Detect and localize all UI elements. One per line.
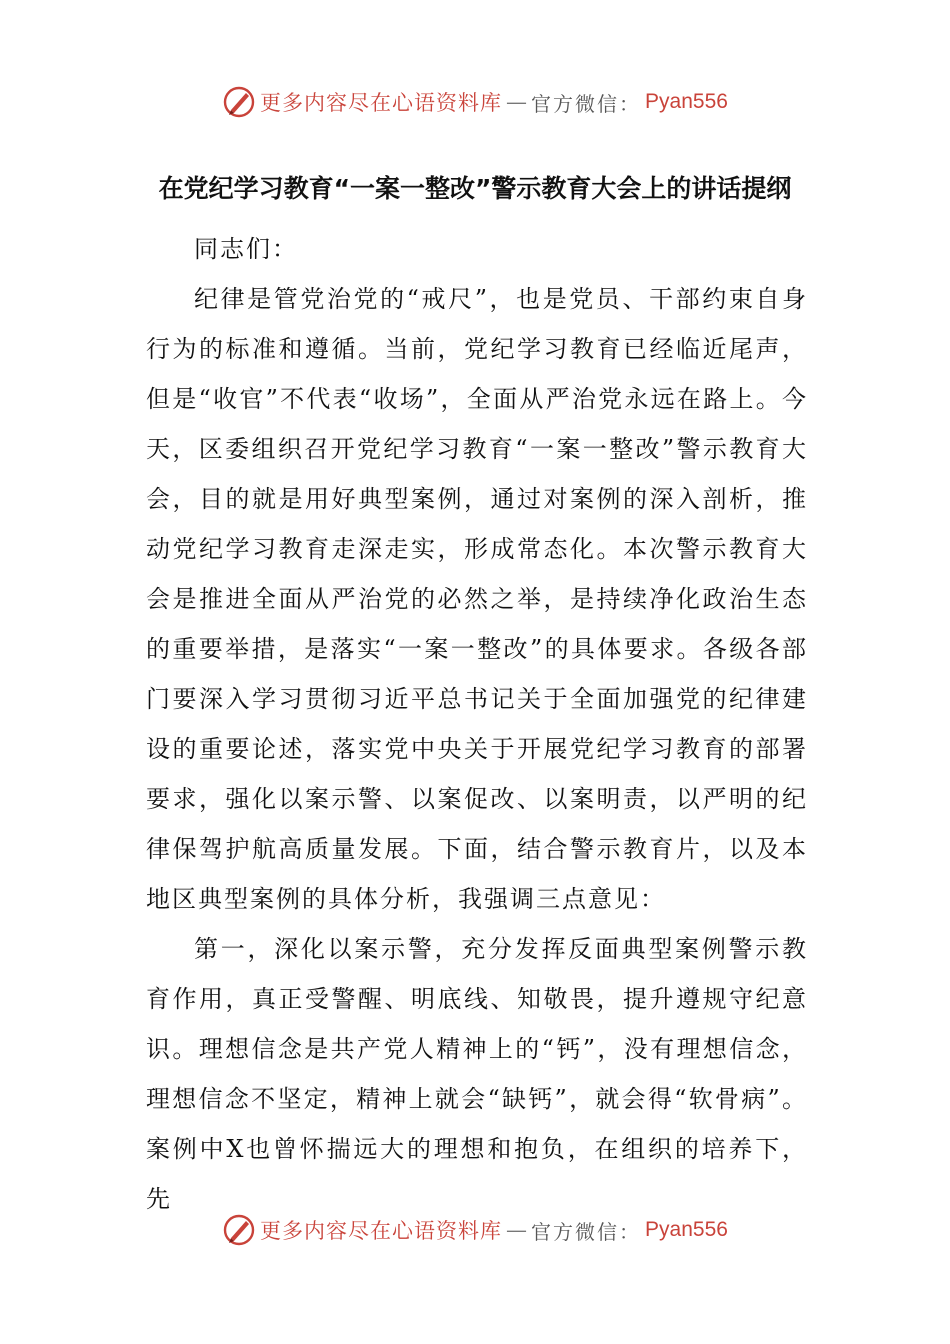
- watermark-wechat-id: Pyan556: [645, 1218, 728, 1241]
- paragraph: 第一，深化以案示警，充分发挥反面典型案例警示教育作用，真正受警醒、明底线、知敬畏，提升遵规守纪意识。理想信念是共产党人精神上的“钙”，没有理想信念，理想信念不坚定，精神上就会“缺钙”，就会得“软骨病”。案例中X也曾怀揣远大的理想和抱负，在组织的培养下，先: [146, 935, 808, 1213]
- salutation: 同志们：: [194, 235, 298, 263]
- watermark-banner-top: [0, 82, 950, 122]
- watermark-banner-bottom: [0, 1210, 950, 1250]
- watermark-dash: —: [506, 90, 528, 114]
- watermark-label: 官方微信：: [531, 1219, 642, 1244]
- page-title: 在党纪学习教育“一案一整改”警示教育大会上的讲话提纲: [158, 173, 792, 203]
- watermark-brand: 更多内容尽在心语资料库: [260, 91, 503, 115]
- pen-logo-icon: [222, 1213, 256, 1247]
- watermark-brand: 更多内容尽在心语资料库: [260, 1219, 503, 1243]
- watermark-wechat-id: Pyan556: [645, 90, 728, 113]
- watermark-dash: —: [506, 1218, 528, 1242]
- paragraph: 纪律是管党治党的“戒尺”，也是党员、干部约束自身行为的标准和遵循。当前，党纪学习教育已经临近尾声，但是“收官”不代表“收场”，全面从严治党永远在路上。今天，区委组织召开党纪学习教育“一案一整改”警示教育大会，目的就是用好典型案例，通过对案例的深入剖析，推动党纪学习教育走深走实，形成常态化。本次警示教育大会是推进全面从严治党的必然之举，是持续净化政治生态的重要举措，是落实“一案一整改”的具体要求。各级各部门要深入学习贯彻习近平总书记关于全面加强党的纪律建设的重要论述，落实党中央关于开展党纪学习教育的部署要求，强化以案示警、以案促改、以案明责，以严明的纪律保驾护航高质量发展。下面，结合警示教育片，以及本地区典型案例的具体分析，我强调三点意见：: [146, 285, 808, 913]
- pen-logo-icon: [222, 85, 256, 119]
- watermark-label: 官方微信：: [531, 91, 642, 116]
- document-body: [146, 224, 808, 1224]
